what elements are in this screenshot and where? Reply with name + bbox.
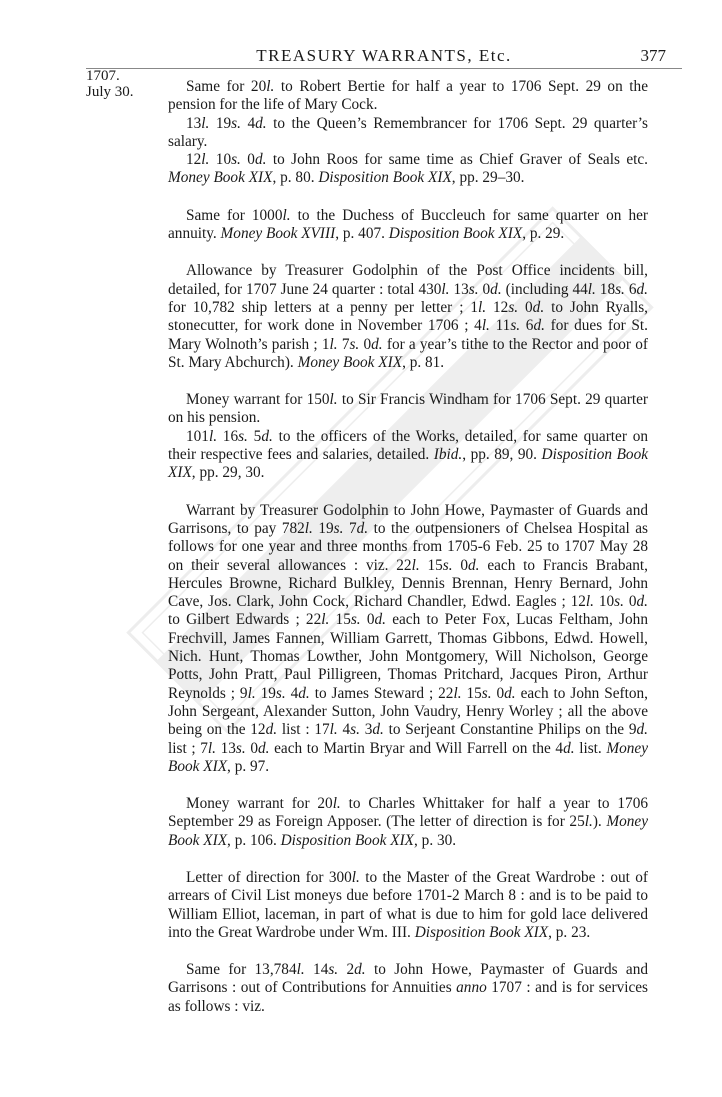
text-run: Same for 20 — [186, 78, 267, 95]
italic-run: s. — [231, 114, 241, 132]
text-run: 0 — [359, 335, 372, 353]
italic-run: l. — [478, 298, 487, 316]
page-header — [86, 42, 682, 69]
text-run: to John Roos for same time as Chief Graver of Seals etc. — [266, 151, 648, 169]
text-run: to the Master of the Great Wardrobe : out of arrears of Civil List moneys due before 1701-2 March 8 : and is to be paid to William Elliot, laceman, in part of what is due to him for gold lace delivered into the Great Wardrobe under Wm. III. — [168, 868, 648, 941]
text-run: Money warrant for 150 — [186, 391, 330, 409]
italic-run: Money Book XIX — [168, 813, 648, 849]
italic-run: d. — [533, 317, 545, 335]
text-run: (including 44 — [501, 280, 588, 298]
italic-run: d. — [372, 721, 384, 739]
italic-run: l. — [351, 868, 360, 886]
italic-run: s. — [468, 280, 479, 298]
italic-run: l. — [247, 684, 256, 702]
text-run: 13 — [186, 114, 202, 132]
italic-run: s. — [231, 151, 241, 169]
text-run: to Gilbert Edwards ; 22 — [168, 611, 322, 629]
italic-run: l. — [304, 519, 313, 537]
italic-run: s. — [328, 961, 339, 979]
text-run: 19 — [312, 519, 334, 537]
warrant-entry — [168, 502, 648, 776]
entry-paragraph — [168, 391, 648, 428]
text-run: , p. 106. — [227, 831, 281, 849]
entry-paragraph — [168, 115, 648, 152]
italic-run: l. — [321, 611, 330, 629]
italic-run: l. — [481, 317, 490, 335]
text-run: 12 — [186, 151, 202, 169]
warrant-entry — [168, 961, 648, 1016]
italic-run: anno — [456, 979, 487, 997]
text-run: list : 17 — [277, 721, 330, 739]
text-run: 15 — [419, 556, 443, 574]
entry-paragraph — [168, 795, 648, 850]
text-run: 19 — [255, 684, 276, 702]
text-run: , p. 23. — [548, 923, 591, 941]
italic-run: Disposition Book XIX — [168, 446, 649, 482]
italic-run: l. — [282, 206, 291, 224]
text-run: , p. 407. — [335, 225, 389, 243]
text-run: Warrant by Treasurer Godolphin to John Howe, Paymaster of Guards and Garrisons, to pay 782 — [168, 501, 648, 537]
italic-run: d. — [468, 556, 480, 574]
text-run: , pp. 29, 30. — [191, 464, 265, 482]
text-run: 7 — [337, 335, 350, 353]
italic-run: d. — [356, 519, 369, 537]
text-run: 101 — [186, 427, 209, 445]
text-run: 0 — [240, 151, 255, 169]
text-run: 0 — [245, 739, 258, 757]
italic-run: l. — [208, 427, 218, 445]
italic-run: Disposition Book XIX — [280, 831, 415, 849]
text-run: Money warrant for 20 — [186, 795, 333, 813]
text-run: , pp. 29–30. — [451, 169, 525, 187]
text-run: each to John Sefton, John Sergeant, Alexander Sutton, John Vaudry, Henry Worley ; all the above being on the 12 — [168, 684, 648, 739]
italic-run: l. — [584, 813, 593, 831]
italic-run: s. — [333, 519, 344, 537]
text-run: for a year’s tithe to the Rector and poor of St. Mary Abchurch). — [168, 335, 648, 371]
text-run: 19 — [209, 114, 232, 132]
text-run: for dues for St. Mary Wolnoth’s parish ; 1 — [168, 317, 648, 353]
text-run: 0 — [360, 611, 375, 629]
margin-date-year: 1707. — [86, 68, 120, 84]
text-run: 4 — [337, 721, 351, 739]
text-run: 5 — [247, 427, 262, 445]
italic-run: d. — [258, 739, 270, 757]
warrant-entry — [168, 78, 648, 188]
text-run: to the outpensioners of Chelsea Hospital as follows for one year and three months from 1705-6 Feb. 25 to 1707 May 28 on their several allowances : viz. 22 — [168, 519, 648, 574]
text-run: 6 — [520, 317, 534, 335]
italic-run: s. — [235, 739, 246, 757]
italic-run: s. — [614, 593, 624, 611]
text-run: Allowance by Treasurer Godolphin of the Post Office incidents bill, detailed, for 1707 June 24 quarter : total 430 — [168, 262, 648, 298]
italic-run: l. — [332, 795, 341, 813]
italic-run: d. — [298, 684, 310, 702]
italic-run: l. — [201, 151, 210, 169]
text-run: 12 — [486, 298, 509, 316]
text-run: to the Duchess of Buccleuch for same quarter on her annuity. — [168, 206, 648, 243]
entry-paragraph — [168, 961, 648, 1016]
italic-run: d. — [490, 280, 502, 298]
text-run: to the officers of the Works, detailed, for same quarter on their respective fees and salaries, detailed. — [168, 427, 648, 464]
entry-paragraph — [168, 151, 648, 188]
text-run: 0 — [478, 280, 491, 298]
text-run: to Sir Francis Windham for 1706 Sept. 29 quarter on his pension. — [168, 391, 648, 427]
italic-run: d. — [254, 151, 267, 169]
text-run: to John Howe, Paymaster of Guards and Garrisons : out of Contributions for Annuities — [168, 961, 648, 997]
italic-run: d. — [261, 427, 273, 445]
italic-run: s. — [442, 556, 453, 574]
italic-run: Money Book XIX — [168, 169, 273, 187]
entry-paragraph — [168, 262, 648, 372]
entry-paragraph — [168, 78, 648, 115]
italic-run: l. — [266, 78, 275, 95]
page-number: 377 — [640, 46, 666, 65]
running-title: TREASURY WARRANTS, Etc. — [256, 46, 512, 65]
text-run: to Charles Whittaker for half a year to 1706 September 29 as Foreign Apposer. (The letter of direction is for 25 — [168, 795, 648, 831]
warrant-entry — [168, 795, 648, 850]
italic-run: l. — [329, 335, 338, 353]
text-run: for 10,782 ship letters at a penny per letter ; 1 — [168, 298, 479, 316]
text-run: list. — [574, 739, 607, 757]
italic-run: l. — [587, 280, 596, 298]
warrant-entry — [168, 869, 648, 942]
text-run: 2 — [338, 961, 355, 979]
text-run: , p. 97. — [227, 757, 270, 775]
text-run: , p. 30. — [414, 831, 457, 849]
italic-run: d. — [532, 298, 545, 316]
italic-run: d. — [504, 684, 516, 702]
italic-run: Money Book XIX — [297, 353, 403, 371]
italic-run: s. — [275, 684, 286, 702]
text-run: 10 — [209, 151, 232, 169]
text-run: 15 — [329, 611, 351, 629]
document-body — [168, 78, 648, 1035]
text-run: 11 — [489, 317, 511, 335]
text-run: to Serjeant Constantine Philips on the 9 — [383, 721, 637, 739]
italic-run: d. — [371, 335, 383, 353]
italic-run: l. — [411, 556, 420, 574]
italic-run: s. — [508, 298, 519, 316]
italic-run: s. — [350, 611, 361, 629]
entry-paragraph — [168, 207, 648, 244]
italic-run: d. — [265, 721, 278, 739]
italic-run: d. — [636, 721, 648, 739]
italic-run: l. — [296, 961, 305, 979]
italic-run: l. — [441, 280, 450, 298]
text-run: 3 — [359, 721, 373, 739]
italic-run: Disposition Book XIX — [414, 923, 549, 941]
italic-run: Ibid. — [433, 446, 463, 464]
italic-run: d. — [636, 593, 648, 611]
entry-paragraph — [168, 502, 648, 776]
text-run: to the Queen’s Remembrancer for 1706 Sept. 29 quarter’s salary. — [168, 114, 648, 150]
text-run: 6 — [624, 280, 637, 298]
text-run: , pp. 89, 90. — [462, 446, 542, 464]
text-run: to Robert Bertie for half a year to 1706 Sept. 29 on the pension for the life of Mary Cock. — [168, 78, 648, 114]
italic-run: d. — [255, 114, 267, 132]
italic-run: Disposition Book XIX — [318, 169, 452, 187]
italic-run: d. — [563, 739, 575, 757]
text-run: 14 — [304, 961, 329, 979]
text-run: 13 — [449, 280, 469, 298]
italic-run: Disposition Book XIX — [388, 225, 523, 243]
text-run: each to Peter Fox, Lucas Feltham, John Frechvill, James Fannen, William Garrett, Thomas Gibbons, Edwd. Howell, Nich. Hunt, Thomas Lowther, John Montgomery, Will Nicholson, George Potts, John Pratt, Paul Pilligreen, Thomas Pritchard, Jacques Piron, Arthur Reynolds ; 9 — [168, 611, 648, 702]
text-run: list ; 7 — [168, 739, 208, 757]
text-run: to James Steward ; 22 — [309, 684, 454, 702]
text-run: 7 — [343, 519, 357, 537]
italic-run: Money Book XVIII — [220, 225, 336, 243]
text-run: Letter of direction for 300 — [186, 868, 352, 886]
italic-run: l. — [207, 739, 216, 757]
text-run: 4 — [240, 114, 256, 132]
entry-paragraph — [168, 428, 648, 483]
text-run: 15 — [461, 684, 482, 702]
italic-run: s. — [481, 684, 492, 702]
warrant-entry — [168, 262, 648, 372]
text-run: Same for 1000 — [186, 206, 283, 224]
italic-run: l. — [329, 721, 338, 739]
italic-run: l. — [201, 114, 210, 132]
text-run: 1707 : and is for services as follows : viz. — [168, 979, 648, 1015]
text-run: ). — [592, 813, 607, 831]
italic-run: l. — [585, 593, 594, 611]
text-run: to John Ryalls, stonecutter, for work done in November 1706 ; 4 — [168, 298, 649, 335]
text-run: each to Martin Bryar and Will Farrell on the 4 — [269, 739, 564, 757]
text-run: 18 — [595, 280, 616, 298]
italic-run: d. — [374, 611, 386, 629]
italic-run: s. — [615, 280, 625, 298]
italic-run: s. — [349, 335, 360, 353]
text-run: , p. 29. — [522, 225, 565, 243]
text-run: 0 — [491, 684, 505, 702]
italic-run: l. — [329, 391, 338, 409]
text-run: each to Francis Brabant, Hercules Browne, Richard Bulkley, Dennis Brennan, Henry Bernard, John Cave, Jos. Clark, John Cock, Richard Chandler, Edwd. Eagles ; 12 — [168, 556, 648, 611]
warrant-entry — [168, 207, 648, 244]
text-run: Same for 13,784 — [186, 961, 297, 979]
text-run: 0 — [623, 593, 637, 611]
italic-run: s. — [350, 721, 360, 739]
text-run: , p. 81. — [402, 353, 445, 371]
text-run: 10 — [593, 593, 615, 611]
italic-run: s. — [238, 427, 248, 445]
text-run: 0 — [452, 556, 469, 574]
text-run: 4 — [285, 684, 299, 702]
text-run: 0 — [518, 298, 533, 316]
italic-run: l. — [453, 684, 462, 702]
italic-run: d. — [636, 280, 648, 298]
margin-date-day: July 30. — [86, 84, 134, 100]
text-run: 13 — [215, 739, 236, 757]
text-run: , p. 80. — [272, 169, 319, 187]
text-run: 16 — [217, 427, 239, 445]
entry-paragraph — [168, 869, 648, 942]
italic-run: d. — [354, 961, 366, 979]
italic-run: Money Book XIX — [168, 739, 648, 775]
italic-run: s. — [510, 317, 521, 335]
warrant-entry — [168, 391, 648, 482]
